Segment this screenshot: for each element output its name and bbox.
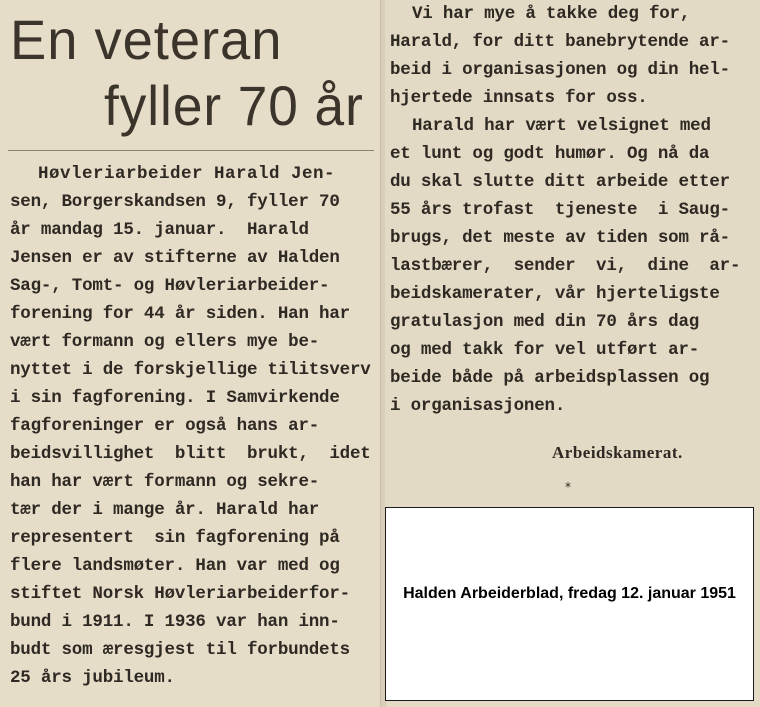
text-line: beidskamerater, vår hjerteligste <box>390 284 720 304</box>
text-line: Jensen er av stifterne av Halden <box>10 248 340 268</box>
text-line: lastbærer, sender vi, dine ar- <box>390 256 741 276</box>
ornament-star: * <box>565 480 571 494</box>
text-line: beid i organisasjonen og din hel- <box>390 60 730 80</box>
text-line: budt som æresgjest til forbundets <box>10 640 350 660</box>
headline-rule <box>8 150 374 151</box>
text-line: brugs, det meste av tiden som rå- <box>390 228 730 248</box>
text-line: Høvleriarbeider Harald Jen- <box>38 164 336 184</box>
text-line: fagforeninger er også hans ar- <box>10 416 320 436</box>
text-line: 25 års jubileum. <box>10 668 175 688</box>
text-line: bund i 1911. I 1936 var han inn- <box>10 612 340 632</box>
text-line: Harald, for ditt banebrytende ar- <box>390 32 730 52</box>
caption-box <box>385 507 754 701</box>
text-line: Sag-, Tomt- og Høvleriarbeider- <box>10 276 330 296</box>
text-line: flere landsmøter. Han var med og <box>10 556 340 576</box>
text-line: i sin fagforening. I Samvirkende <box>10 388 340 408</box>
text-line: du skal slutte ditt arbeide etter <box>390 172 730 192</box>
text-line: forening for 44 år siden. Han har <box>10 304 350 324</box>
text-line: tær der i mange år. Harald har <box>10 500 320 520</box>
source-caption: Halden Arbeiderblad, fredag 12. januar 1951 <box>403 585 736 602</box>
text-line: og med takk for vel utført ar- <box>390 340 700 360</box>
text-line: beide både på arbeidsplassen og <box>390 368 710 388</box>
text-line: vært formann og ellers mye be- <box>10 332 320 352</box>
right-column <box>385 0 760 507</box>
text-line: Vi har mye å takke deg for, <box>412 4 691 24</box>
text-line: hjertede innsats for oss. <box>390 88 648 108</box>
text-line: nyttet i de forskjellige tilitsverv <box>10 360 371 380</box>
text-line: et lunt og godt humør. Og nå da <box>390 144 710 164</box>
text-line: Harald har vært velsignet med <box>412 116 711 136</box>
text-line: han har vært formann og sekre- <box>10 472 320 492</box>
headline-line-1: En veteran <box>10 8 283 71</box>
text-line: beidsvillighet blitt brukt, idet <box>10 444 371 464</box>
text-line: gratulasjon med din 70 års dag <box>390 312 700 332</box>
text-line: 55 års trofast tjeneste i Saug- <box>390 200 730 220</box>
text-line: i organisasjonen. <box>390 396 566 416</box>
signature: Arbeidskamerat. <box>552 443 683 462</box>
text-line: år mandag 15. januar. Harald <box>10 220 309 240</box>
text-line: sen, Borgerskandsen 9, fyller 70 <box>10 192 340 212</box>
text-line: representert sin fagforening på <box>10 528 340 548</box>
text-line: stiftet Norsk Høvleriarbeiderfor- <box>10 584 350 604</box>
headline-line-2: fyller 70 år <box>104 74 364 137</box>
